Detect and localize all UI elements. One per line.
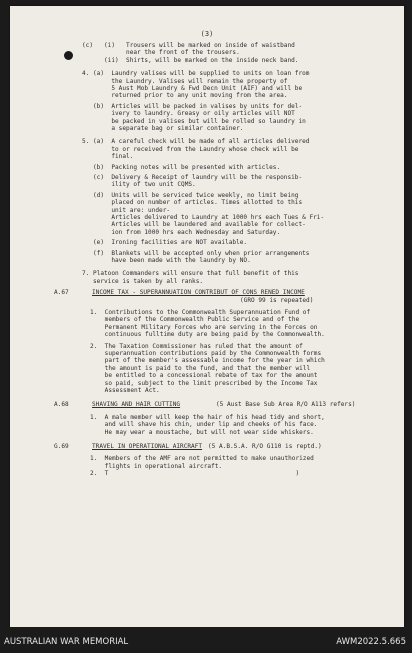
section-title: TRAVEL IN OPERATIONAL AIRCRAFT bbox=[92, 443, 203, 450]
archive-reference: AWM2022.5.665 bbox=[336, 637, 406, 647]
text-line: Permanent Military Forces who are serving in the Forces on bbox=[90, 323, 318, 331]
text-line: 2. T ) bbox=[90, 470, 300, 478]
text-line: unit are: under- bbox=[82, 206, 171, 214]
section-number: A.68 bbox=[54, 401, 69, 409]
text-line: final. bbox=[82, 153, 134, 161]
text-line: 1. A male member will keep the hair of his head tidy and short, bbox=[90, 413, 325, 421]
text-line: members of the Commonwealth Public Service and of the bbox=[90, 316, 300, 324]
text-line: have been made with the laundry by NO. bbox=[82, 257, 251, 264]
text-line: ility of two unit CQMS. bbox=[82, 181, 196, 189]
text-line: 5 Aust Mob Laundry & Fwd Decn Unit (AIF) and will be bbox=[82, 85, 303, 92]
text-line: service is taken by all ranks. bbox=[82, 277, 204, 285]
page-number: (3) bbox=[200, 30, 214, 38]
text-line: and will shave his chin, under lip and cheeks of his face. bbox=[90, 421, 318, 429]
text-line: 2. The Taxation Commissioner has ruled that the amount of bbox=[90, 342, 303, 350]
text-line: placed on number of articles. Times allotted to this bbox=[82, 199, 303, 207]
section-reference: (5 Aust Base Sub Area R/O A113 refers) bbox=[216, 401, 356, 409]
text-line: the amount is paid to the fund, and that the member will bbox=[90, 364, 311, 372]
text-line: (b) Packing notes will be presented with articles. bbox=[82, 163, 281, 171]
text-line: (c) Delivery & Receipt of laundry will be the responsib- bbox=[82, 174, 303, 181]
text-line: (e) Ironing facilities are NOT available. bbox=[82, 239, 248, 247]
text-line: 7. Platoon Commanders will ensure that full benefit of this bbox=[82, 270, 299, 278]
text-line: to or received from the Laundry whose check will be bbox=[82, 145, 299, 153]
text-line: the Laundry. Valises will remain the property of bbox=[82, 77, 288, 85]
text-line: Articles delivered to Laundry at 1000 hrs each Tues & Fri- bbox=[82, 214, 325, 221]
text-line: flights in operational aircraft. bbox=[90, 462, 223, 470]
text-line: ion from 1000 hrs each Wednesday and Saturday. bbox=[82, 228, 281, 236]
text-line: Articles will be laundered and available for collect- bbox=[82, 221, 306, 229]
text-line: (ii) Shirts, will be marked on the inside neck band. bbox=[82, 56, 299, 64]
section-reference: (GRO 99 is repeated) bbox=[240, 296, 314, 304]
section-title: SHAVING AND HAIR CUTTING bbox=[92, 401, 181, 409]
text-line: (b) Articles will be packed in valises by units for del- bbox=[82, 102, 303, 110]
section-title: INCOME TAX - SUPERANNUATION CONTRIBUT OF CONS RENED INCOME bbox=[92, 289, 305, 297]
archive-name: AUSTRALIAN WAR MEMORIAL bbox=[4, 637, 129, 647]
text-line: so paid, subject to the limit prescribed by the Income Tax bbox=[90, 379, 318, 387]
document-body bbox=[10, 6, 404, 627]
text-line: 1. Contributions to the Commonwealth Superannuation Fund of bbox=[90, 309, 311, 316]
text-line: returned prior to any unit moving from the area. bbox=[82, 92, 288, 100]
text-line: a separate bag or similar container. bbox=[82, 125, 244, 132]
text-line: (f) Blankets will be accepted only when prior arrangements bbox=[82, 249, 310, 257]
text-line: 5. (a) A careful check will be made of all articles delivered bbox=[82, 138, 310, 146]
text-line: (d) Units will be serviced twice weekly, no limit being bbox=[82, 191, 299, 199]
document-page bbox=[10, 6, 404, 627]
text-line: near the front of the trousers. bbox=[82, 49, 240, 57]
text-line: Assessment Act. bbox=[90, 387, 160, 394]
archive-footer bbox=[0, 627, 412, 653]
text-line: ivery to laundry. Greasy or oily articles will NOT bbox=[82, 110, 295, 118]
text-line: He may wear a moustache, but will not wear side whiskers. bbox=[90, 428, 314, 436]
text-line: part of the member's assessable income for the year in which bbox=[90, 357, 325, 365]
text-line: 4. (a) Laundry valises will be supplied to units on loan from bbox=[82, 70, 310, 78]
section-number: G.69 bbox=[54, 443, 69, 450]
text-line: (c) (i) Trousers will be marked on inside of waistband bbox=[82, 42, 295, 49]
text-line: 1. Members of the AMF are not permitted to make unauthorized bbox=[90, 455, 314, 463]
text-line: be entitled to a concessional rebate of tax for the amount bbox=[90, 372, 318, 380]
text-line: be packed in valises but will be rolled so laundry in bbox=[82, 117, 306, 125]
section-reference: (5 A.B.S.A. R/O G110 is reptd.) bbox=[208, 443, 322, 450]
text-line: superannuation contributions paid by the Commonwealth forms bbox=[90, 350, 322, 357]
section-number: A.67 bbox=[54, 289, 69, 297]
text-line: continuous fulltime duty are being paid by the Commonwealth. bbox=[90, 331, 325, 339]
